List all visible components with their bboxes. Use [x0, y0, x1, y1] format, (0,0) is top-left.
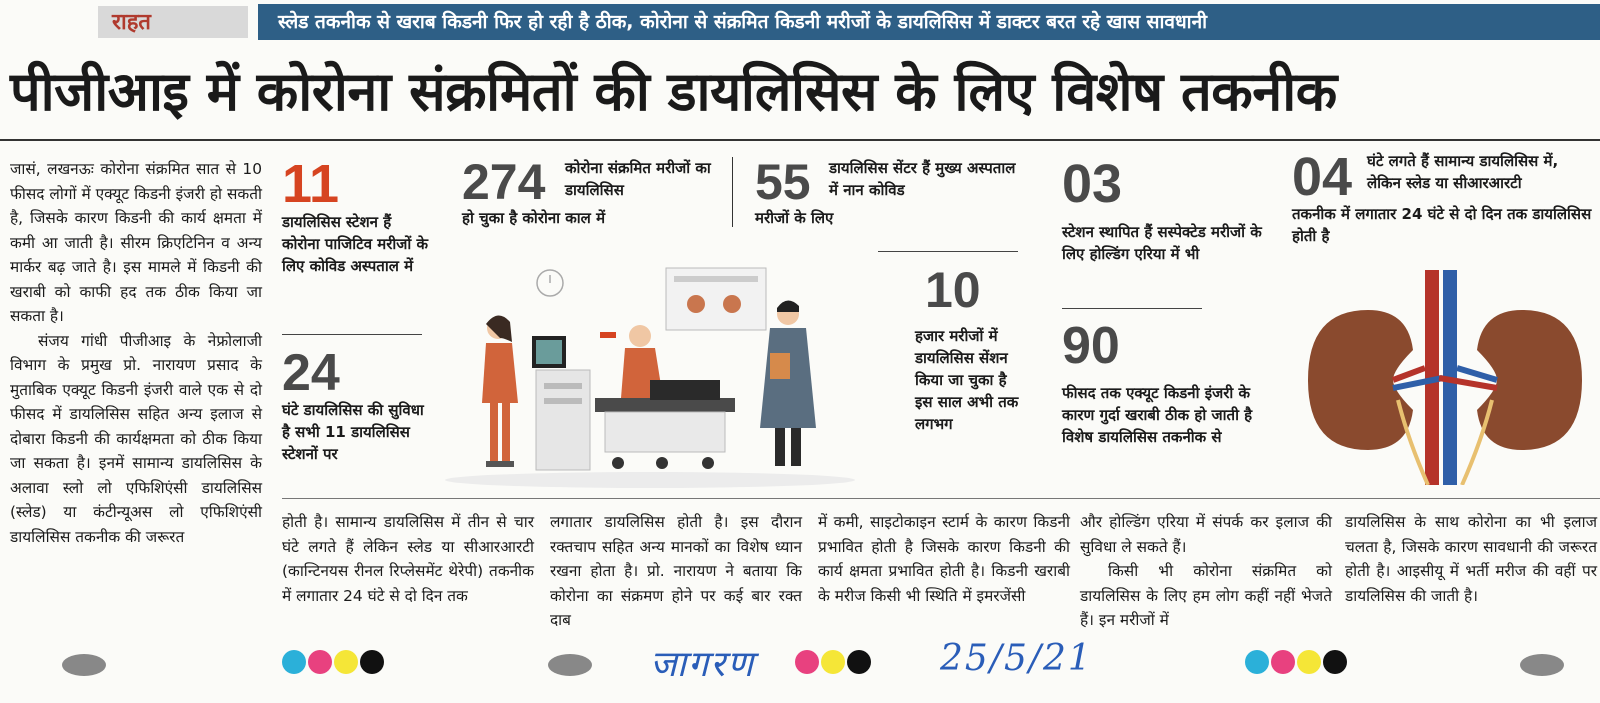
body-column: [818, 510, 1070, 608]
handwritten-paper-name: जागरण: [650, 644, 756, 685]
handwritten-annotation: [650, 638, 1093, 687]
registration-mark: [548, 654, 592, 676]
stat-caption: कोरोना संक्रमित मरीजों का डायलिसिस: [565, 159, 711, 199]
body-column: [1080, 510, 1332, 633]
stat-caption: फीसद तक एक्यूट किडनी इंजरी के कारण गुर्दा खराबी ठीक हो जाती है विशेष डायलिसिस तकनीक से: [1062, 384, 1253, 446]
stat-10-thousand: [915, 262, 1025, 435]
stat-number: 24: [282, 344, 340, 402]
section-tag: राहत: [98, 6, 248, 38]
divider: [282, 498, 1600, 499]
body-column: [282, 510, 534, 608]
stat-03-stations: [1062, 154, 1277, 265]
headline-divider: [0, 139, 1600, 141]
stat-number: 04: [1292, 147, 1353, 207]
magenta-dot: [1271, 650, 1295, 674]
stat-dialysis-stations: [282, 154, 432, 277]
yellow-dot: [1297, 650, 1321, 674]
stat-caption: घंटे लगते हैं सामान्य डायलिसिस में, लेकिन स्लेड या सीआरआरटी: [1367, 152, 1559, 192]
stat-caption: मरीजों के लिए: [755, 209, 834, 227]
intro-paragraph: जासं, लखनऊः कोरोना संक्रमित सात से 10 फीसद लोगों में एक्यूट किडनी इंजरी हो सकती है, जिसके कारण किडनी की कार्य क्षमता में कमी आ जाती है। सीरम क्रिएटिनिन व अन्य मार्कर बढ़ जाते है। इस मामले में किडनी की खराबी को काफी हद तक ठीक किया जा सकता है।: [10, 160, 262, 325]
headline: पीजीआइ में कोरोना संक्रमितों की डायलिसिस के लिए विशेष तकनीक: [10, 60, 1337, 123]
divider: [878, 251, 1018, 252]
stat-caption: हो चुका है कोरोना काल में: [462, 209, 606, 227]
registration-mark: [1520, 654, 1564, 676]
magenta-dot: [308, 650, 332, 674]
body-paragraph: किसी भी कोरोना संक्रमित को डायलिसिस के लिए हम लोग कहीं नहीं भेजते हैं। इन मरीजों में: [1080, 562, 1332, 629]
stat-caption: हजार मरीजों में डायलिसिस सेंशन किया जा चुका है इस साल अभी तक लगभग: [915, 327, 1019, 433]
stat-90-percent: [1062, 317, 1277, 448]
stat-24-hours: [282, 344, 432, 465]
kidney-illustration: [1300, 270, 1590, 485]
stat-number: 274: [462, 154, 546, 210]
cyan-dot: [282, 650, 306, 674]
body-paragraph: डायलिसिस के साथ कोरोना का भी इलाज चलता है, जिसके कारण सावधानी की जरूरत होती है। आइसीयू में भर्ती मरीज की वहीं पर डायलिसिस की जाती है।: [1345, 513, 1597, 605]
yellow-dot: [334, 650, 358, 674]
divider: [732, 157, 733, 227]
stat-caption: डायलिसिस स्टेशन हैं कोरोना पाजिटिव मरीजों के लिए कोविड अस्पताल में: [282, 213, 429, 275]
registration-mark: [62, 654, 106, 676]
divider: [1062, 308, 1202, 309]
black-dot: [360, 650, 384, 674]
intro-paragraph: संजय गांधी पीजीआइ के नेफ्रोलाजी विभाग के प्रमुख प्रो. नारायण प्रसाद के मुताबिक एक्यूट किडनी इंजरी वाले एक से दो फीसद में डायलिसिस सहित अन्य इलाज से दोबारा किडनी की कार्यक्षमता को ठीक किया जा सकता है। इनमें सामान्य डायलिसिस के अलावा स्लो लो एफिशिएंसी डायलिसिस (स्लेड) या कंटीन्यूअस लो एफिशिएंसी डायलिसिस तकनीक की जरूरत: [10, 331, 262, 546]
body-paragraph: और होल्डिंग एरिया में संपर्क कर इलाज की सुविधा ले सकते हैं।: [1080, 513, 1332, 556]
intro-column: [10, 157, 262, 549]
body-paragraph: होती है। सामान्य डायलिसिस में तीन से चार घंटे लगते हैं लेकिन स्लेड या सीआरआरटी (कान्टिनयस रीनल रिप्लेसमेंट थेरेपी) तकनीक में लगातार 24 घंटे से दो दिन तक: [282, 513, 534, 605]
stat-caption: तकनीक में लगातार 24 घंटे से दो दिन तक डायलिसिस होती है: [1292, 205, 1592, 245]
stat-number: 03: [1062, 154, 1123, 214]
black-dot: [1323, 650, 1347, 674]
stat-number: 90: [1062, 317, 1120, 375]
stat-caption: डायलिसिस सेंटर हैं मुख्य अस्पताल में नान कोविड: [829, 159, 1016, 199]
stat-number: 10: [925, 262, 981, 318]
body-column: [550, 510, 802, 633]
top-strip: [0, 0, 1600, 44]
kicker-banner: स्लेड तकनीक से खराब किडनी फिर हो रही है ठीक, कोरोना से संक्रमित किडनी मरीजों के डायलिसिस में डाक्टर बरत रहे खास सावधानी: [258, 4, 1600, 40]
stat-number: 11: [282, 154, 340, 214]
divider: [282, 334, 422, 335]
cyan-dot: [1245, 650, 1269, 674]
handwritten-date: 25/5/21: [940, 638, 1093, 679]
body-paragraph: में कमी, साइटोकाइन स्टार्म के कारण किडनी प्रभावित होती है जिसके कारण किडनी की कार्य क्षमता प्रभावित होती है। किडनी खराबी के मरीज किसी भी स्थिति में इमरजेंसी: [818, 513, 1070, 605]
body-paragraph: लगातार डायलिसिस होती है। इस दौरान रक्तचाप सहित अन्य मानकों का विशेष ध्यान रखना होता है। प्रो. नारायण ने बताया कि कोरोना का संक्रमण होने पर कई बार रक्त दाब: [550, 513, 802, 629]
stat-number: 55: [755, 154, 811, 210]
dialysis-illustration: [440, 258, 860, 490]
stat-caption: घंटे डायलिसिस की सुविधा है सभी 11 डायलिसिस स्टेशनों पर: [282, 401, 424, 463]
stat-caption: स्टेशन स्थापित हैं सस्पेक्टेड मरीजों के लिए होल्डिंग एरिया में भी: [1062, 223, 1262, 263]
body-column: [1345, 510, 1597, 608]
